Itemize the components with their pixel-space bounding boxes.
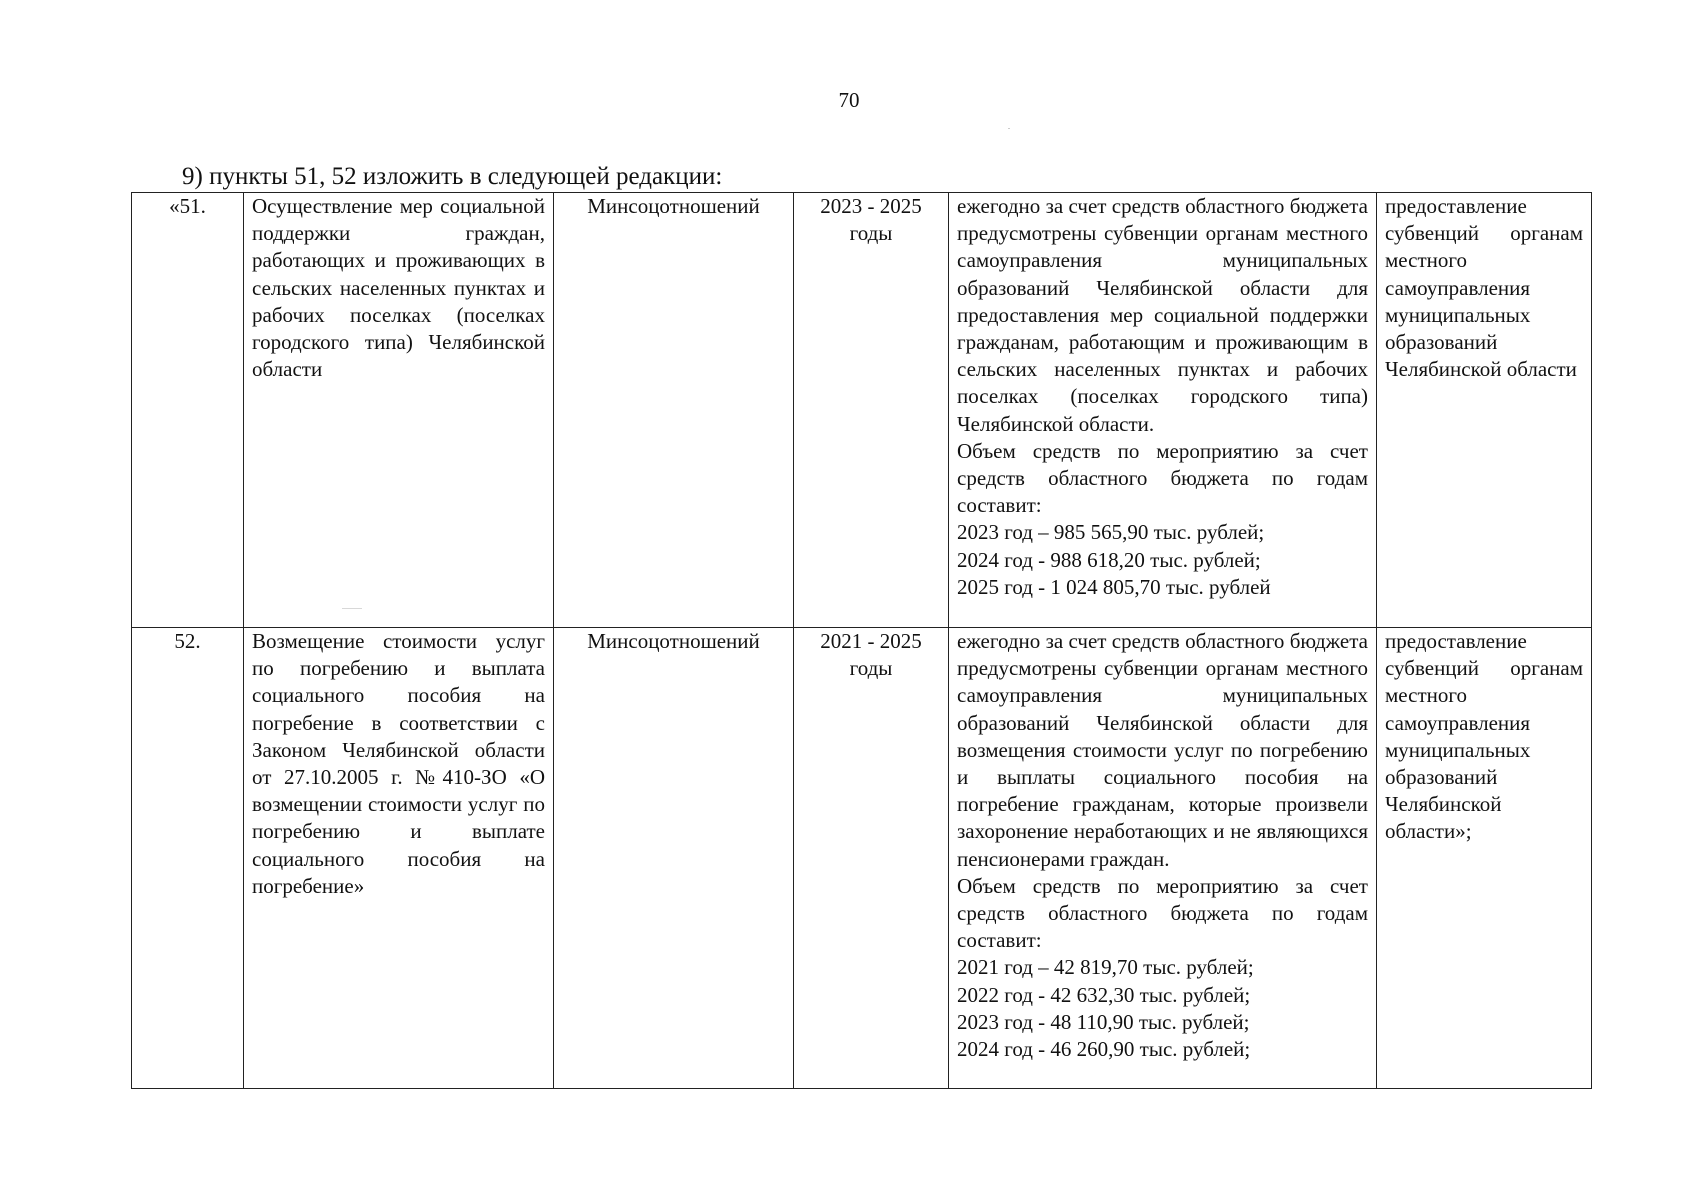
period-range: 2023 - 2025: [820, 194, 922, 218]
year-amount: 2024 год - 988 618,20 тыс. рублей;: [957, 547, 1261, 572]
page-number: 70: [838, 88, 860, 112]
period-unit: годы: [849, 656, 893, 681]
year-amount: 2021 год – 42 819,70 тыс. рублей;: [957, 955, 1254, 980]
row-number: 52.: [132, 628, 244, 1089]
year-amount: 2023 год - 48 110,90 тыс. рублей;: [957, 1009, 1250, 1034]
period-cell: [794, 628, 949, 1089]
period-cell: [794, 193, 949, 628]
description-cell: [949, 628, 1377, 1089]
executor-cell: Минсоцотношений: [554, 193, 794, 628]
table-row: [132, 193, 1592, 628]
result-cell: предоставление субвенций органам местного самоуправления муниципальных образований Челябинской области»;: [1377, 628, 1592, 1089]
year-amount: 2025 год - 1 024 805,70 тыс. рублей: [957, 574, 1271, 599]
period-unit: годы: [849, 221, 893, 246]
description-text: ежегодно за счет средств областного бюджета предусмотрены субвенции органам местного самоуправления муниципальных образований Челябинской области для возмещения стоимости услуг по погребению и выплаты социального пособия на погребение гражданам, которые произвели захоронение неработающих и не являющихся пенсионерами граждан.: [957, 629, 1368, 871]
amendment-intro: 9) пункты 51, 52 изложить в следующей редакции:: [182, 163, 723, 190]
scan-artifact: [342, 608, 362, 609]
period-range: 2021 - 2025: [820, 629, 922, 653]
measure-cell: Возмещение стоимости услуг по погребению и выплата социального пособия на погребение в соответствии с Законом Челябинской области от 27.10.2005 г. №410-ЗО «О возмещении стоимости услуг по погребению и выплате социального пособия на погребение»: [244, 628, 554, 1089]
result-cell: предоставление субвенций органам местного самоуправления муниципальных образований Челябинской области: [1377, 193, 1592, 628]
description-cell: [949, 193, 1377, 628]
measure-cell: Осуществление мер социальной поддержки граждан, работающих и проживающих в сельских населенных пунктах и рабочих поселках (поселках городского типа) Челябинской области: [244, 193, 554, 628]
amendment-table: [131, 192, 1592, 1089]
description-text: ежегодно за счет средств областного бюджета предусмотрены субвенции органам местного самоуправления муниципальных образований Челябинской области для предоставления мер социальной поддержки гражданам, работающим и проживающим в сельских населенных пунктах и рабочих поселках (поселках городского типа) Челябинской области.: [957, 194, 1368, 436]
scan-artifact: [1008, 128, 1010, 129]
year-amount: 2022 год - 42 632,30 тыс. рублей;: [957, 982, 1251, 1007]
year-amount: 2023 год – 985 565,90 тыс. рублей;: [957, 520, 1265, 545]
table-row: [132, 628, 1592, 1089]
volume-text: Объем средств по мероприятию за счет средств областного бюджета по годам составит:: [957, 873, 1368, 953]
volume-text: Объем средств по мероприятию за счет средств областного бюджета по годам составит:: [957, 438, 1368, 518]
year-amount: 2024 год - 46 260,90 тыс. рублей;: [957, 1037, 1251, 1062]
executor-cell: Минсоцотношений: [554, 628, 794, 1089]
row-number: «51.: [132, 193, 244, 628]
